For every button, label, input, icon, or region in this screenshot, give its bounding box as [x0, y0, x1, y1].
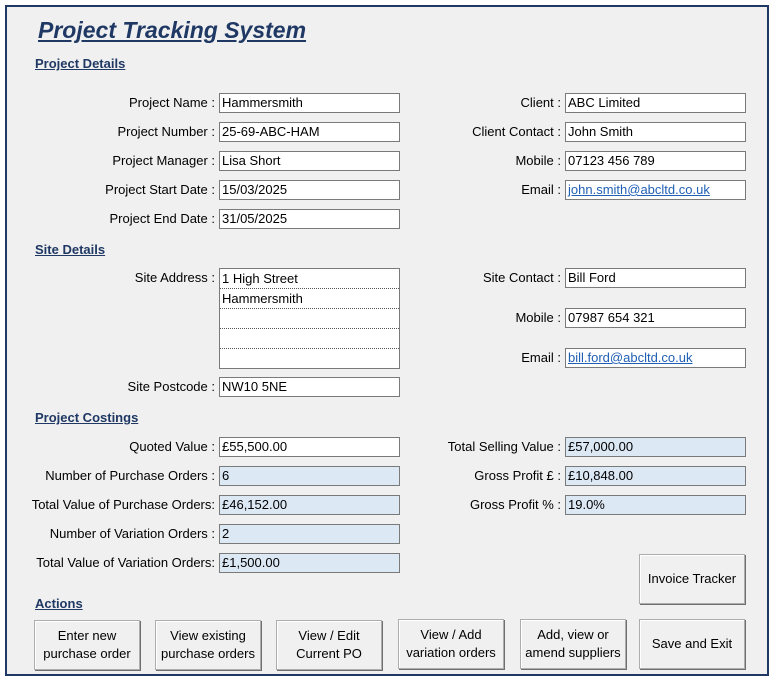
- site-postcode-field[interactable]: NW10 5NE: [219, 377, 400, 397]
- project-manager-field[interactable]: Lisa Short: [219, 151, 400, 171]
- project-name-field[interactable]: Hammersmith: [219, 93, 400, 113]
- site-address-line-4: [220, 329, 399, 349]
- client-mobile-label: Mobile :: [515, 153, 561, 168]
- site-mobile-field[interactable]: 07987 654 321: [565, 308, 746, 328]
- site-postcode-label: Site Postcode :: [127, 379, 215, 394]
- site-address-line-3: [220, 309, 399, 329]
- client-email-label: Email :: [521, 182, 561, 197]
- gross-profit-field: £10,848.00: [565, 466, 746, 486]
- save-exit-label: Save and Exit: [651, 636, 733, 651]
- gross-profit-label: Gross Profit £ :: [474, 468, 561, 483]
- total-selling-value-field: £57,000.00: [565, 437, 746, 457]
- site-email-label: Email :: [521, 350, 561, 365]
- form-window: [5, 5, 769, 676]
- suppliers-label-line2: amend suppliers: [525, 645, 621, 660]
- client-contact-label: Client Contact :: [472, 124, 561, 139]
- project-name-label: Project Name :: [129, 95, 215, 110]
- enter-po-label-line1: Enter new: [57, 628, 117, 643]
- project-end-date-field[interactable]: 31/05/2025: [219, 209, 400, 229]
- site-address-label: Site Address :: [134, 270, 215, 285]
- gross-profit-percent-label: Gross Profit % :: [469, 497, 561, 512]
- view-add-variation-orders-button[interactable]: [398, 619, 504, 669]
- site-address-line-2: Hammersmith: [220, 289, 399, 309]
- edit-po-label-line2: Current PO: [296, 646, 362, 661]
- invoice-tracker-label: Invoice Tracker: [647, 571, 737, 586]
- suppliers-label-line1: Add, view or: [537, 627, 609, 642]
- add-view-amend-suppliers-button[interactable]: [520, 619, 626, 669]
- client-contact-field[interactable]: John Smith: [565, 122, 746, 142]
- view-po-label-line1: View existing: [170, 628, 246, 643]
- view-edit-current-po-button[interactable]: [276, 620, 382, 670]
- project-end-date-label: Project End Date :: [109, 211, 215, 226]
- total-purchase-orders-label: Total Value of Purchase Orders:: [31, 497, 215, 512]
- site-address-line-1: 1 High Street: [220, 269, 399, 289]
- total-variation-orders-field: £1,500.00: [219, 553, 400, 573]
- total-variation-orders-label: Total Value of Variation Orders:: [36, 555, 215, 570]
- section-project-costings: Project Costings: [35, 410, 139, 425]
- site-email-field[interactable]: [565, 348, 746, 368]
- client-email-field[interactable]: [565, 180, 746, 200]
- edit-po-label-line1: View / Edit: [298, 628, 360, 643]
- project-number-field[interactable]: 25-69-ABC-HAM: [219, 122, 400, 142]
- form-title: Project Tracking System: [38, 17, 307, 43]
- num-variation-orders-label: Number of Variation Orders :: [49, 526, 215, 541]
- enter-new-purchase-order-button[interactable]: [34, 620, 140, 670]
- total-selling-value-label: Total Selling Value :: [447, 439, 561, 454]
- section-project-details: Project Details: [35, 56, 126, 71]
- num-variation-orders-field: 2: [219, 524, 400, 544]
- site-email-link[interactable]: bill.ford@abcltd.co.uk: [568, 350, 693, 365]
- site-contact-field[interactable]: Bill Ford: [565, 268, 746, 288]
- save-and-exit-button[interactable]: [639, 619, 745, 669]
- project-manager-label: Project Manager :: [112, 153, 215, 168]
- num-purchase-orders-label: Number of Purchase Orders :: [45, 468, 215, 483]
- total-purchase-orders-field: £46,152.00: [219, 495, 400, 515]
- enter-po-label-line2: purchase order: [43, 646, 131, 661]
- project-start-date-label: Project Start Date :: [105, 182, 215, 197]
- quoted-value-field[interactable]: £55,500.00: [219, 437, 400, 457]
- section-actions: Actions: [35, 596, 83, 611]
- section-site-details: Site Details: [35, 242, 106, 257]
- variation-label-line2: variation orders: [406, 645, 496, 660]
- site-mobile-label: Mobile :: [515, 310, 561, 325]
- client-email-link[interactable]: john.smith@abcltd.co.uk: [568, 182, 710, 197]
- invoice-tracker-button[interactable]: [639, 554, 745, 604]
- quoted-value-label: Quoted Value :: [129, 439, 215, 454]
- client-mobile-field[interactable]: 07123 456 789: [565, 151, 746, 171]
- site-contact-label: Site Contact :: [482, 270, 561, 285]
- client-label: Client :: [520, 95, 561, 110]
- gross-profit-percent-field: 19.0%: [565, 495, 746, 515]
- site-address-field[interactable]: [219, 268, 400, 369]
- site-address-line-5: [220, 349, 399, 369]
- variation-label-line1: View / Add: [420, 627, 482, 642]
- num-purchase-orders-field: 6: [219, 466, 400, 486]
- project-number-label: Project Number :: [117, 124, 215, 139]
- view-po-label-line2: purchase orders: [161, 646, 255, 661]
- client-field[interactable]: ABC Limited: [565, 93, 746, 113]
- view-existing-purchase-orders-button[interactable]: [155, 620, 261, 670]
- project-start-date-field[interactable]: 15/03/2025: [219, 180, 400, 200]
